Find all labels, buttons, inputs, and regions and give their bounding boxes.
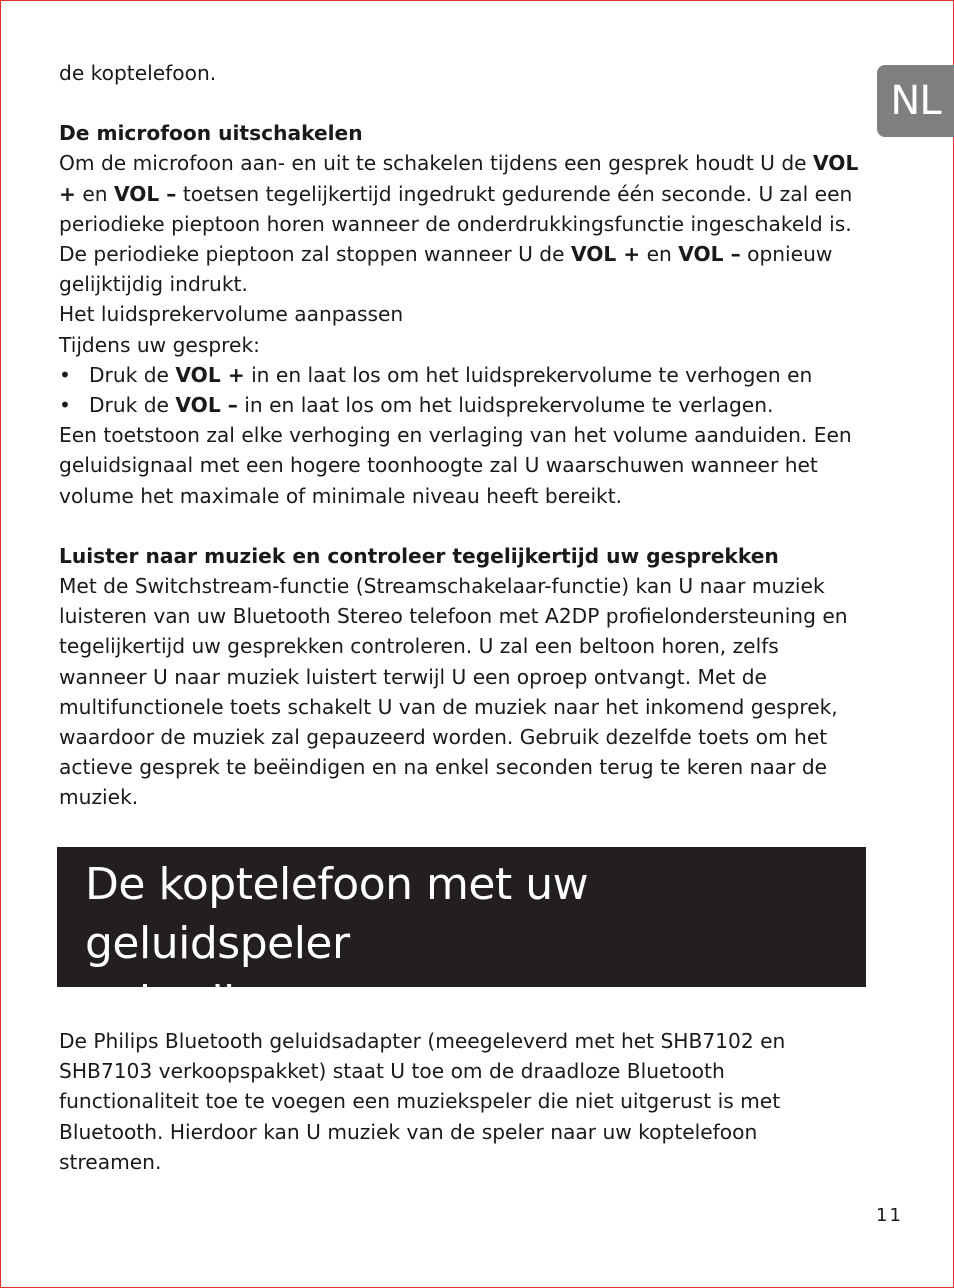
text-run: Druk de bbox=[89, 362, 176, 387]
spacer bbox=[59, 511, 859, 541]
intro-line: de koptelefoon. bbox=[59, 61, 217, 85]
text-run: en bbox=[640, 242, 679, 267]
bullet-icon: • bbox=[59, 362, 71, 387]
vol-plus-key: VOL + bbox=[59, 151, 859, 206]
section-heading-music: Luister naar muziek en controleer tegelijkertijd uw gesprekken bbox=[59, 543, 779, 568]
chapter-title-line-1: De koptelefoon met uw geluidspeler bbox=[85, 859, 589, 969]
text-run: opnieuw gelijktijdig indrukt. bbox=[59, 242, 833, 297]
language-tab: NL bbox=[877, 65, 954, 137]
tone-paragraph: Een toetstoon zal elke verhoging en verlaging van het volume aanduiden. Een geluidsignaal met een hogere toonhoogte zal U waarschuwen wanneer het volume het maximale of minimale niveau heeft bereikt. bbox=[59, 423, 852, 508]
text-run: en bbox=[75, 181, 114, 206]
section-heading-microphone: De microfoon uitschakelen bbox=[59, 121, 363, 146]
spacer bbox=[59, 88, 859, 118]
list-item bbox=[59, 360, 859, 390]
text-run: Druk de bbox=[89, 393, 176, 418]
main-content bbox=[59, 58, 859, 813]
chapter-title-line-2: gebruiken bbox=[85, 977, 301, 1028]
volume-heading: Het luidsprekervolume aanpassen bbox=[59, 302, 404, 327]
vol-plus-key: VOL + bbox=[570, 242, 641, 267]
during-call-label: Tijdens uw gesprek: bbox=[59, 332, 260, 357]
vol-minus-key: VOL – bbox=[175, 393, 238, 418]
vol-minus-key: VOL – bbox=[678, 242, 741, 267]
adapter-paragraph: De Philips Bluetooth geluidsadapter (meegeleverd met het SHB7102 en SHB7103 verkoopspakket) staat U toe om de draadloze Bluetooth functionaliteit toe te voegen een muziekspeler die niet uitgerust is met Bluetooth. Hierdoor kan U muziek van de speler naar uw koptelefoon streamen. bbox=[59, 1029, 786, 1174]
page-number: 11 bbox=[876, 1205, 903, 1226]
vol-plus-key: VOL + bbox=[175, 362, 245, 387]
chapter-title bbox=[85, 855, 865, 1032]
bullet-icon: • bbox=[59, 393, 71, 418]
microphone-paragraph bbox=[59, 148, 859, 299]
music-paragraph: Met de Switchstream-functie (Streamschakelaar-functie) kan U naar muziek luisteren van uw Bluetooth Stereo telefoon met A2DP profielondersteuning en tegelijkertijd uw gesprekken controleren. U zal een beltoon horen, zelfs wanneer U naar muziek luistert terwijl U een oproep ontvangt. Met de multifunctionele toets schakelt U van de muziek naar het inkomend gesprek, waardoor de muziek zal gepauzeerd worden. Gebruik dezelfde toets om het actieve gesprek te beëindigen en na enkel seconden terug te keren naar de muziek. bbox=[59, 574, 848, 810]
chapter-banner bbox=[57, 847, 866, 1028]
vol-minus-key: VOL – bbox=[113, 181, 177, 206]
text-run: toetsen tegelijkertijd ingedrukt gedurende één seconde. U zal een periodieke pieptoon horen wanneer de onderdrukkingsfunctie ingeschakeld is. De periodieke pieptoon zal stoppen wanneer U de bbox=[59, 181, 853, 267]
text-run: in en laat los om het luidsprekervolume te verhogen en bbox=[244, 362, 813, 387]
list-item bbox=[59, 390, 859, 420]
text-run: in en laat los om het luidsprekervolume te verlagen. bbox=[237, 393, 774, 418]
text-run: Om de microfoon aan- en uit te schakelen tijdens een gesprek houdt U de bbox=[59, 151, 814, 176]
